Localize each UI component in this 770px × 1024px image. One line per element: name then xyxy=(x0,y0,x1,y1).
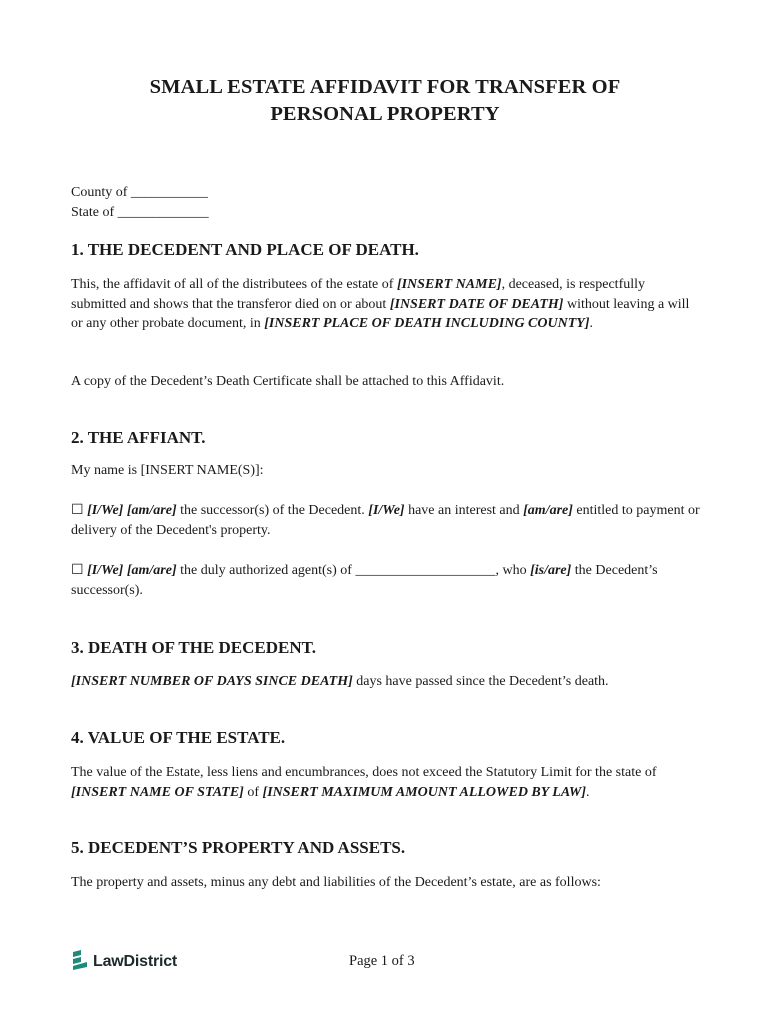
text-span: This, the affidavit of all of the distributees of the estate of xyxy=(71,277,397,292)
section-4-paragraph-1 xyxy=(71,763,701,802)
text-span: . xyxy=(586,784,590,800)
text-span: days have passed since the Decedent’s death. xyxy=(352,674,609,689)
section-1-heading: 1. THE DECEDENT AND PLACE OF DEATH. xyxy=(71,240,419,259)
section-3-paragraph-1 xyxy=(71,672,701,692)
section-2-heading: 2. THE AFFIANT. xyxy=(71,428,206,447)
text-span: the duly authorized agent(s) of ____________________, who xyxy=(176,563,531,578)
state-line: State of _____________ xyxy=(71,205,209,220)
checkbox-icon[interactable]: ☐ xyxy=(71,563,88,578)
text-span: of xyxy=(243,784,263,800)
text-span: have an interest and xyxy=(404,503,524,518)
placeholder-we-are: [I/We] [am/are] xyxy=(87,563,177,578)
section-3-heading: 3. DEATH OF THE DECEDENT. xyxy=(71,638,316,657)
placeholder-is-are: [is/are] xyxy=(530,563,572,578)
placeholder-state-name: [INSERT NAME OF STATE] xyxy=(71,784,244,800)
placeholder-days-since-death: [INSERT NUMBER OF DAYS SINCE DEATH] xyxy=(71,674,353,689)
affiant-option-2 xyxy=(71,561,701,600)
lawdistrict-logo-icon xyxy=(70,949,90,976)
placeholder-max-amount: [INSERT MAXIMUM AMOUNT ALLOWED BY LAW] xyxy=(262,784,587,800)
document-title xyxy=(70,74,700,128)
placeholder-i-we: [I/We] xyxy=(368,503,405,518)
text-span: The value of the Estate, less liens and encumbrances, does not exceed the Statutory Limit for the state of xyxy=(71,765,657,780)
affiant-option-1 xyxy=(71,501,701,540)
text-span: , deceased, is respectfully submitted and shows that the transferor died on or about xyxy=(71,277,646,312)
placeholder-am-are: [am/are] xyxy=(523,503,573,518)
section-2-paragraph-1: My name is [INSERT NAME(S)]: xyxy=(71,463,264,478)
section-1-paragraph-2: A copy of the Decedent’s Death Certificate shall be attached to this Affidavit. xyxy=(71,374,505,389)
section-5-heading: 5. DECEDENT’S PROPERTY AND ASSETS. xyxy=(71,838,406,857)
placeholder-name: [INSERT NAME] xyxy=(396,277,502,292)
placeholder-we-are: [I/We] [am/are] xyxy=(87,503,177,518)
text-span: the Decedent’s successor(s). xyxy=(71,563,658,598)
placeholder-date-of-death: [INSERT DATE OF DEATH] xyxy=(389,296,564,312)
text-span: . xyxy=(589,316,593,331)
title-line-2: PERSONAL PROPERTY xyxy=(270,103,500,125)
section-1-paragraph-1 xyxy=(71,275,701,334)
page-number: Page 1 of 3 xyxy=(349,953,415,969)
county-line: County of ___________ xyxy=(71,185,208,200)
lawdistrict-logo-text: LawDistrict xyxy=(93,953,178,970)
page-footer xyxy=(0,951,770,973)
text-span: entitled to payment or delivery of the Decedent's property. xyxy=(71,503,700,538)
checkbox-icon[interactable]: ☐ xyxy=(71,503,88,518)
lawdistrict-logo xyxy=(70,951,177,973)
section-4-heading: 4. VALUE OF THE ESTATE. xyxy=(71,728,286,747)
text-span: the successor(s) of the Decedent. xyxy=(176,503,369,518)
section-5-paragraph-1: The property and assets, minus any debt and liabilities of the Decedent’s estate, are as follows: xyxy=(71,875,601,890)
placeholder-place-of-death: [INSERT PLACE OF DEATH INCLUDING COUNTY] xyxy=(264,316,590,331)
text-span: without leaving a will or any other probate document, in xyxy=(71,296,690,331)
jurisdiction-block xyxy=(71,183,209,223)
title-line-1: SMALL ESTATE AFFIDAVIT FOR TRANSFER OF xyxy=(149,76,621,98)
